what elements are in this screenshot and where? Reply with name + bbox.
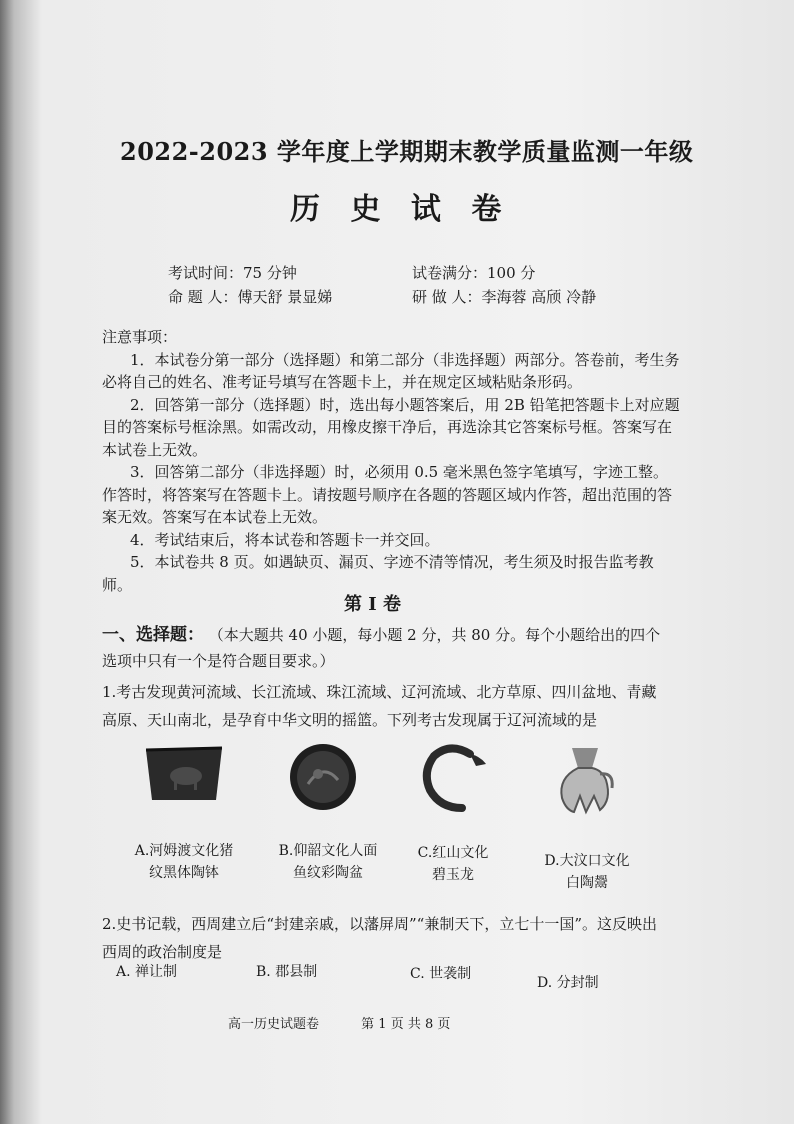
page-footer [228, 1013, 488, 1032]
footer-page-number: 第 1 页 共 8 页 [361, 1017, 451, 1032]
q2-option-d: D. 分封制 [537, 975, 599, 991]
option-a-caption: A.河姆渡文化猪 纹黑体陶钵 [134, 843, 234, 881]
exam-time: 考试时间：75 分钟 [168, 264, 297, 282]
option-b-caption: B.仰韶文化人面 鱼纹彩陶盆 [278, 843, 378, 881]
white-pottery-gui-icon [552, 744, 618, 816]
part-label: 一、选择题： [102, 625, 204, 645]
question-2-stem: 2.史书记载，西周建立后“封建亲戚，以藩屏周”“兼制天下，立七十一国”。这反映出西周的政治制度是 [102, 915, 657, 961]
full-score: 试卷满分：100 分 [412, 264, 536, 282]
question-1-stem: 1.考古发现黄河流域、长江流域、珠江流域、辽河流域、北方草原、四川盆地、青藏高原、天山南北，是孕育中华文明的摇篮。下列考古发现属于辽河流域的是 [102, 683, 657, 729]
q2-option-c: C. 世袭制 [410, 966, 472, 982]
note-item: 2．回答第一部分（选择题）时，选出每小题答案后，用 2B 铅笔把答题卡上对应题目的答案标号框涂黑。如需改动，用橡皮擦干净后，再选涂其它答案标号框。答案写在本试卷上无效。 [102, 395, 680, 459]
exam-subject-title: 历 史 试 卷 [290, 192, 512, 227]
option-d-caption: D.大汶口文化 白陶鬶 [544, 853, 630, 891]
q2-option-b: B. 郡县制 [256, 964, 318, 980]
part-heading [102, 622, 662, 674]
note-item: 5．本试卷共 8 页。如遇缺页、漏页、字迹不清等情况，考生须及时报告监考教师。 [102, 553, 654, 594]
q2-option-a: A. 禅让制 [116, 964, 178, 980]
notes-block [102, 326, 682, 596]
jade-dragon-icon [420, 742, 492, 814]
note-item: 3．回答第二部分（非选择题）时，必须用 0.5 毫米黑色签字笔填写，字迹工整。作答时，将答案写在答题卡上。请按题号顺序在各题的答题区域内作答，超出范围的答案无效。答案写在本试卷上无效。 [102, 463, 673, 526]
section-title: 第 I 卷 [344, 594, 401, 615]
exam-title: 2022-2023 学年度上学期期末教学质量监测一年级 [120, 137, 694, 166]
reviewers: 研 做 人：李海蓉 高颀 冷静 [412, 288, 597, 306]
painted-basin-icon [288, 742, 358, 812]
note-item: 1．本试卷分第一部分（选择题）和第二部分（非选择题）两部分。答卷前，考生务必将自己的姓名、准考证号填写在答题卡上，并在规定区域粘贴条形码。 [102, 350, 680, 391]
pottery-bowl-icon [142, 742, 226, 806]
note-item: 4．考试结束后，将本试卷和答题卡一并交回。 [130, 530, 440, 549]
footer-exam-name: 高一历史试题卷 [228, 1017, 320, 1032]
part-description: （本大题共 40 小题，每小题 2 分，共 80 分。每个小题给出的四个选项中只有一个是符合题目要求。） [102, 626, 661, 670]
option-c-caption: C.红山文化 碧玉龙 [417, 845, 489, 883]
authors: 命 题 人：傅天舒 景显娣 [168, 288, 333, 306]
notes-heading: 注意事项： [102, 328, 178, 346]
